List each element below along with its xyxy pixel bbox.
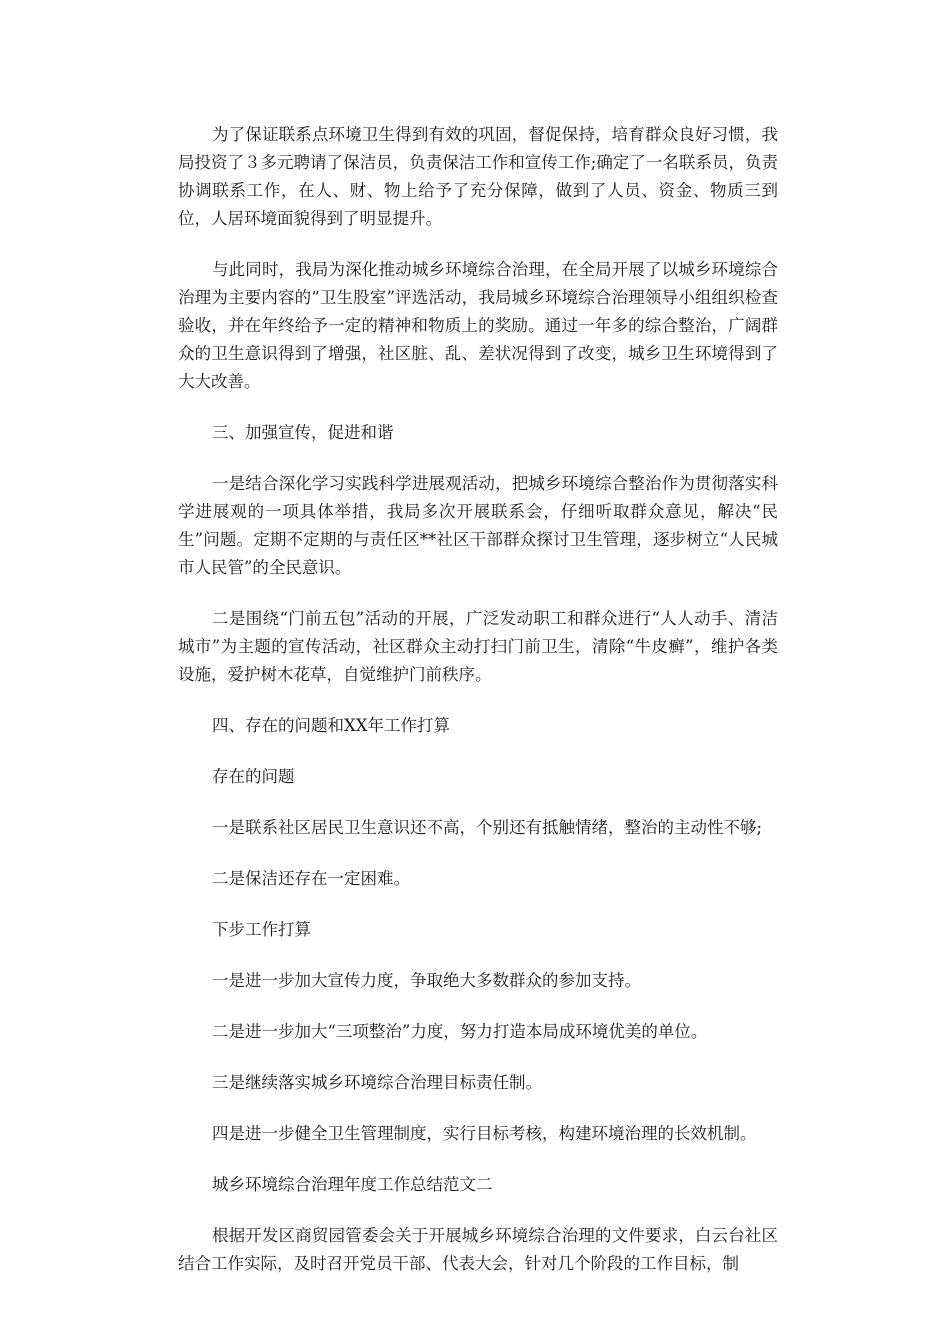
paragraph-plan-two: 二是进一步加大“三项整治”力度，努力打造本局成环境优美的单位。	[212, 1022, 708, 1041]
paragraph-problem-two: 二是保洁还存在一定困难。	[212, 869, 410, 888]
paragraph-plan-one: 一是进一步加大宣传力度，争取绝大多数群众的参加支持。	[212, 971, 641, 990]
subheading-next-plans: 下步工作打算	[212, 920, 311, 939]
paragraph-hygiene-office-campaign: 与此同时，我局为深化推动城乡环境综合治理，在全局开展了以城乡环境综合治理为主要内容的“卫生股室”评选活动，我局城乡环境综合治理领导小组组织检查验收，并在年终给予一定的精神和物质上的奖励。通过一年多的综合整治，广阔群众的卫生意识得到了增强，社区脏、乱、差状况得到了改变，城乡卫生环境得到了大大改善。	[178, 260, 778, 391]
paragraph-plan-four: 四是进一步健全卫生管理制度，实行目标考核，构建环境治理的长效机制。	[212, 1124, 757, 1143]
paragraph-baiyuntai-intro: 根据开发区商贸园管委会关于开展城乡环境综合治理的文件要求，白云台社区结合工作实际，及时召开党员干部、代表大会，针对几个阶段的工作目标，制	[178, 1226, 778, 1273]
paragraph-publicity-point-two: 二是围绕“门前五包”活动的开展，广泛发动职工和群众进行“人人动手、清洁城市”为主题的宣传活动，社区群众主动打扫门前卫生，清除“牛皮癣”，维护各类设施，爱护树木花草，自觉维护门前秩序。	[178, 609, 778, 684]
document-body	[178, 121, 778, 1278]
paragraph-publicity-point-one: 一是结合深化学习实践科学进展观活动，把城乡环境综合整治作为贯彻落实科学进展观的一项具体举措，我局多次开展联系会，仔细听取群众意见，解决“民生”问题。定期不定期的与责任区**社区干部群众探讨卫生管理，逐步树立“人民城市人民管”的全民意识。	[178, 474, 778, 577]
subheading-existing-problems: 存在的问题	[212, 767, 295, 786]
paragraph-plan-three: 三是继续落实城乡环境综合治理目标责任制。	[212, 1073, 542, 1092]
section-heading-sample-two: 城乡环境综合治理年度工作总结范文二	[212, 1175, 493, 1194]
section-heading-problems-plans: 四、存在的问题和XX年工作打算	[212, 716, 450, 735]
section-heading-publicity: 三、加强宣传，促进和谐	[212, 423, 394, 442]
paragraph-problem-one: 一是联系社区居民卫生意识还不高，个别还有抵触情绪，整治的主动性不够;	[212, 818, 763, 837]
paragraph-cleaning-staff: 为了保证联系点环境卫生得到有效的巩固，督促保持，培育群众良好习惯，我局投资了３多元聘请了保洁员，负责保洁工作和宣传工作;确定了一名联系员，负责协调联系工作，在人、财、物上给予了充分保障，做到了人员、资金、物质三到位，人居环境面貌得到了明显提升。	[178, 125, 778, 228]
